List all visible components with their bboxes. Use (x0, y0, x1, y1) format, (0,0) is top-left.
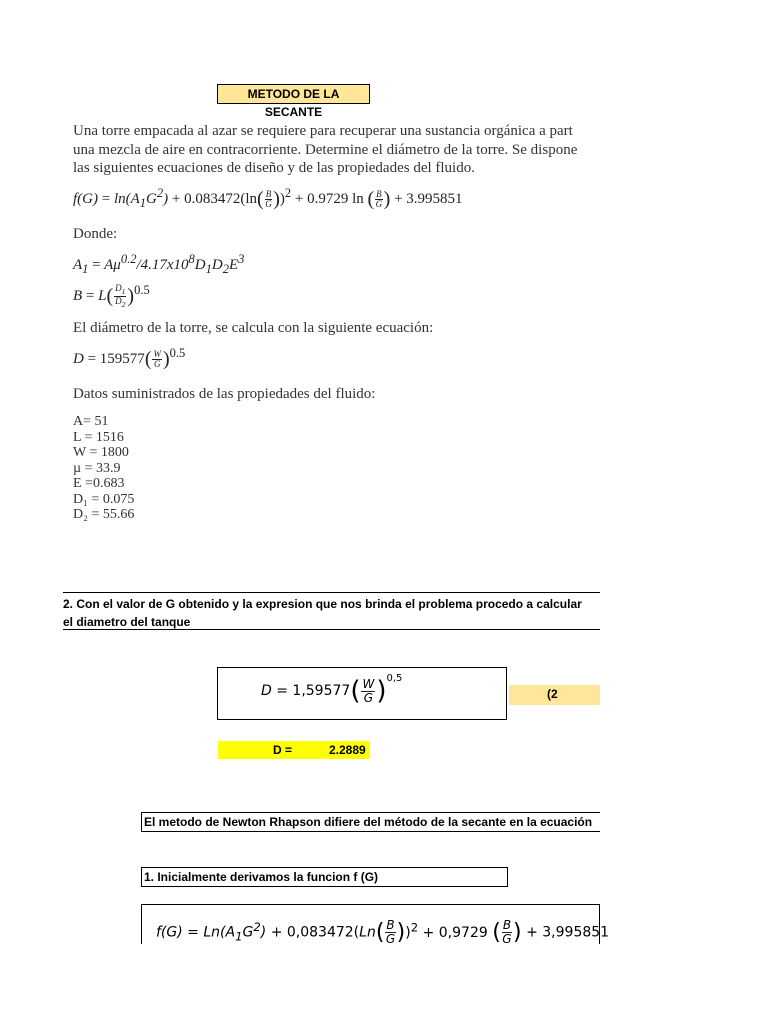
section-2-heading (63, 592, 600, 630)
donde-label: Donde: (73, 226, 118, 242)
side-label: (2 (547, 687, 558, 701)
newton-heading: El metodo de Newton Rhapson difiere del método de la secante en la ecuación (141, 812, 600, 832)
page-title: METODO DE LA SECANTE (217, 84, 370, 104)
a1-equation: $A_1 = A\mu^{0.2}/4.17x10^8D_1D_2E^3$ (73, 252, 245, 276)
diameter-result-value: 2.2889 (329, 743, 366, 757)
diameter-formula-box (217, 667, 507, 720)
diameter-result-label: D = (273, 743, 293, 757)
step-1-heading: 1. Inicialmente derivamos la funcion f (G) (141, 867, 508, 887)
intro-line-1: Una torre empacada al azar se requiere para recuperar una sustancia orgánica a part (73, 123, 573, 139)
data-item-d1: D₁ = 0.075 (73, 491, 135, 507)
data-item-a: A= 51 (73, 414, 109, 429)
data-item-w: W = 1800 (73, 445, 129, 460)
data-list (73, 414, 134, 523)
intro-line-3: las siguientes ecuaciones de diseño y de las propiedades del fluido. (73, 160, 475, 176)
derivative-formula: $f(G) = Ln(A_1G^2) + 0,083472(Ln$( $\frac{B}{G}$ ))$^2$ + 0,9729 ( $\frac{B}{G}$ ) + 3,995851 (156, 918, 610, 946)
data-item-d2: D₂ = 55.66 (73, 507, 135, 522)
side-label-cell (509, 685, 600, 705)
diameter-formula: D = 1,59577( $\frac{W}{G}$ )$^{0,5}$ (261, 673, 403, 706)
derivative-formula-box (141, 904, 610, 946)
intro-line-2: una mezcla de aire en contracorriente. Determine el diámetro de la torre. Se dispone (73, 142, 578, 158)
section-2-line-1: 2. Con el valor de G obtenido y la expresion que nos brinda el problema procedo a calcular (63, 597, 582, 611)
diameter-result (218, 741, 370, 759)
diameter-equation: D = 159577( $\frac{W}{G}$ )$^{0.5}$ (73, 346, 186, 371)
function-equation: $f(G) = \ln(A_1G^2) + 0.083472(\ln$( $\frac{B}{G}$ ))$^2$ + 0.9729 ln ( $\frac{B}{G}$ ) + 3.995851 (73, 186, 463, 211)
data-item-l: L = 1516 (73, 429, 124, 445)
datos-text: Datos suministrados de las propiedades del fluido: (73, 386, 376, 402)
b-equation: B = L( $\frac{D_1}{D_2}$ )$^{0.5}$ (73, 283, 150, 309)
data-item-e: E =0.683 (73, 476, 125, 491)
section-2-line-2: el diametro del tanque (63, 615, 191, 629)
diameter-text: El diámetro de la torre, se calcula con la siguiente ecuación: (73, 320, 434, 336)
data-item-mu: µ = 33.9 (73, 460, 121, 476)
